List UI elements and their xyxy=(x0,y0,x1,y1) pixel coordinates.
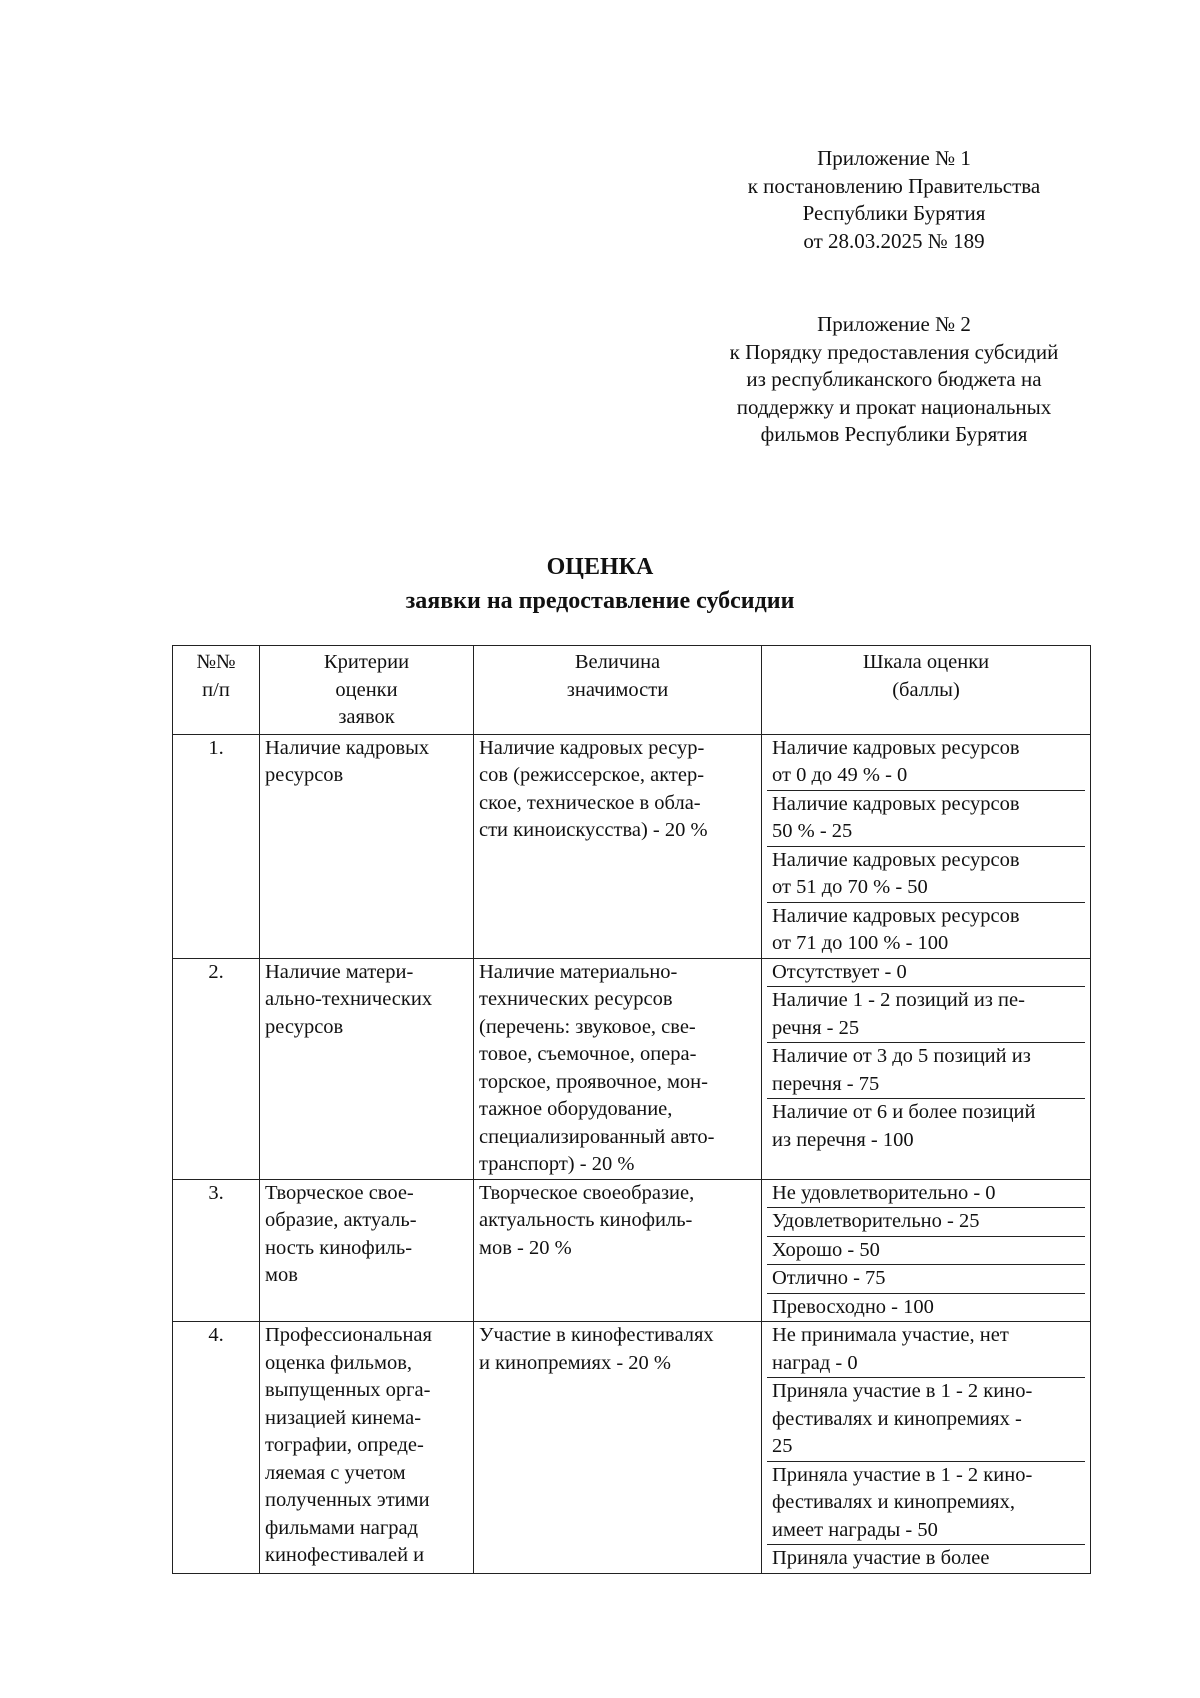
row-criterion: Наличие кадровых ресурсов xyxy=(260,734,474,958)
appendix-1-line: Приложение № 1 xyxy=(817,146,971,170)
row-number: 2. xyxy=(173,958,260,1179)
document-title xyxy=(0,550,1200,618)
row-number: 1. xyxy=(173,734,260,958)
row-scale xyxy=(762,1322,1091,1574)
row-number: 4. xyxy=(173,1322,260,1574)
row-weight: Творческое своеобразие, актуальность кинофиль- мов - 20 % xyxy=(474,1179,762,1322)
row-number: 3. xyxy=(173,1179,260,1322)
row-scale xyxy=(762,734,1091,958)
appendix-2-line: фильмов Республики Бурятия xyxy=(760,422,1028,446)
header-scale: Шкала оценки (баллы) xyxy=(762,646,1091,735)
scale-item: Наличие от 6 и более позиций из перечня - 100 xyxy=(772,1101,1036,1151)
row-weight: Участие в кинофестивалях и кинопремиях - 20 % xyxy=(474,1322,762,1574)
scale-item: Наличие кадровых ресурсов от 0 до 49 % - 0 xyxy=(767,735,1085,791)
title-main: ОЦЕНКА xyxy=(546,554,654,580)
appendix-2-line: к Порядку предоставления субсидий xyxy=(729,339,1059,364)
scale-item: Наличие кадровых ресурсов от 71 до 100 % - 100 xyxy=(772,904,1020,954)
row-weight: Наличие материально- технических ресурсов (перечень: звуковое, све- товое, съемочное, опера- торское, проявочное, мон- тажное оборудование, специализированный авто- транспорт) - 20 % xyxy=(474,958,762,1179)
table-row xyxy=(173,1179,1091,1322)
scale-item: Наличие кадровых ресурсов от 51 до 70 % - 50 xyxy=(767,847,1085,903)
appendix-2-block xyxy=(684,311,1104,449)
table-row xyxy=(173,1322,1091,1574)
scale-item: Приняла участие в 1 - 2 кино- фестивалях и кинопремиях, имеет награды - 50 xyxy=(767,1462,1085,1546)
appendix-1-line: от 28.03.2025 № 189 xyxy=(803,228,985,253)
appendix-1-line: Республики Бурятия xyxy=(802,201,986,225)
row-criterion: Наличие матери- ально-технических ресурсов xyxy=(260,958,474,1179)
scale-item: Хорошо - 50 xyxy=(767,1237,1085,1266)
scale-item: Не принимала участие, нет наград - 0 xyxy=(767,1322,1085,1378)
scale-item: Отсутствует - 0 xyxy=(767,959,1085,988)
scale-item: Превосходно - 100 xyxy=(772,1295,934,1318)
row-criterion: Творческое свое- образие, актуаль- ность кинофиль- мов xyxy=(260,1179,474,1322)
scale-item: Наличие от 3 до 5 позиций из перечня - 75 xyxy=(767,1043,1085,1099)
scale-item: Наличие кадровых ресурсов 50 % - 25 xyxy=(767,791,1085,847)
scale-item: Отлично - 75 xyxy=(767,1265,1085,1294)
table-header-row xyxy=(173,646,1091,735)
appendix-2-line: поддержку и прокат национальных xyxy=(736,394,1052,419)
scale-item: Не удовлетворительно - 0 xyxy=(767,1180,1085,1209)
appendix-1-line: к постановлению Правительства xyxy=(747,173,1041,198)
appendix-2-line: из республиканского бюджета на xyxy=(746,367,1042,391)
header-criteria: Критерии оценки заявок xyxy=(260,646,474,735)
row-scale xyxy=(762,1179,1091,1322)
header-weight: Величина значимости xyxy=(474,646,762,735)
table-row xyxy=(173,734,1091,958)
table-row xyxy=(173,958,1091,1179)
appendix-1-block xyxy=(684,145,1104,255)
row-criterion: Профессиональная оценка фильмов, выпущенных орга- низацией кинема- тографии, опреде- ляемая с учетом полученных этими фильмами наград кинофестивалей и xyxy=(260,1322,474,1574)
scale-item: Приняла участие в 1 - 2 кино- фестивалях и кинопремиях - 25 xyxy=(767,1378,1085,1462)
row-weight: Наличие кадровых ресур- сов (режиссерское, актер- ское, техническое в обла- сти киноискусства) - 20 % xyxy=(474,734,762,958)
appendix-2-line: Приложение № 2 xyxy=(817,312,971,336)
header-number: №№ п/п xyxy=(173,646,260,735)
scale-item: Приняла участие в более xyxy=(772,1547,990,1569)
scale-item: Удовлетворительно - 25 xyxy=(767,1208,1085,1237)
scale-item: Наличие 1 - 2 позиций из пе- речня - 25 xyxy=(767,987,1085,1043)
evaluation-table xyxy=(172,645,1091,1574)
title-subtitle: заявки на предоставление субсидии xyxy=(405,588,795,614)
row-scale xyxy=(762,958,1091,1179)
